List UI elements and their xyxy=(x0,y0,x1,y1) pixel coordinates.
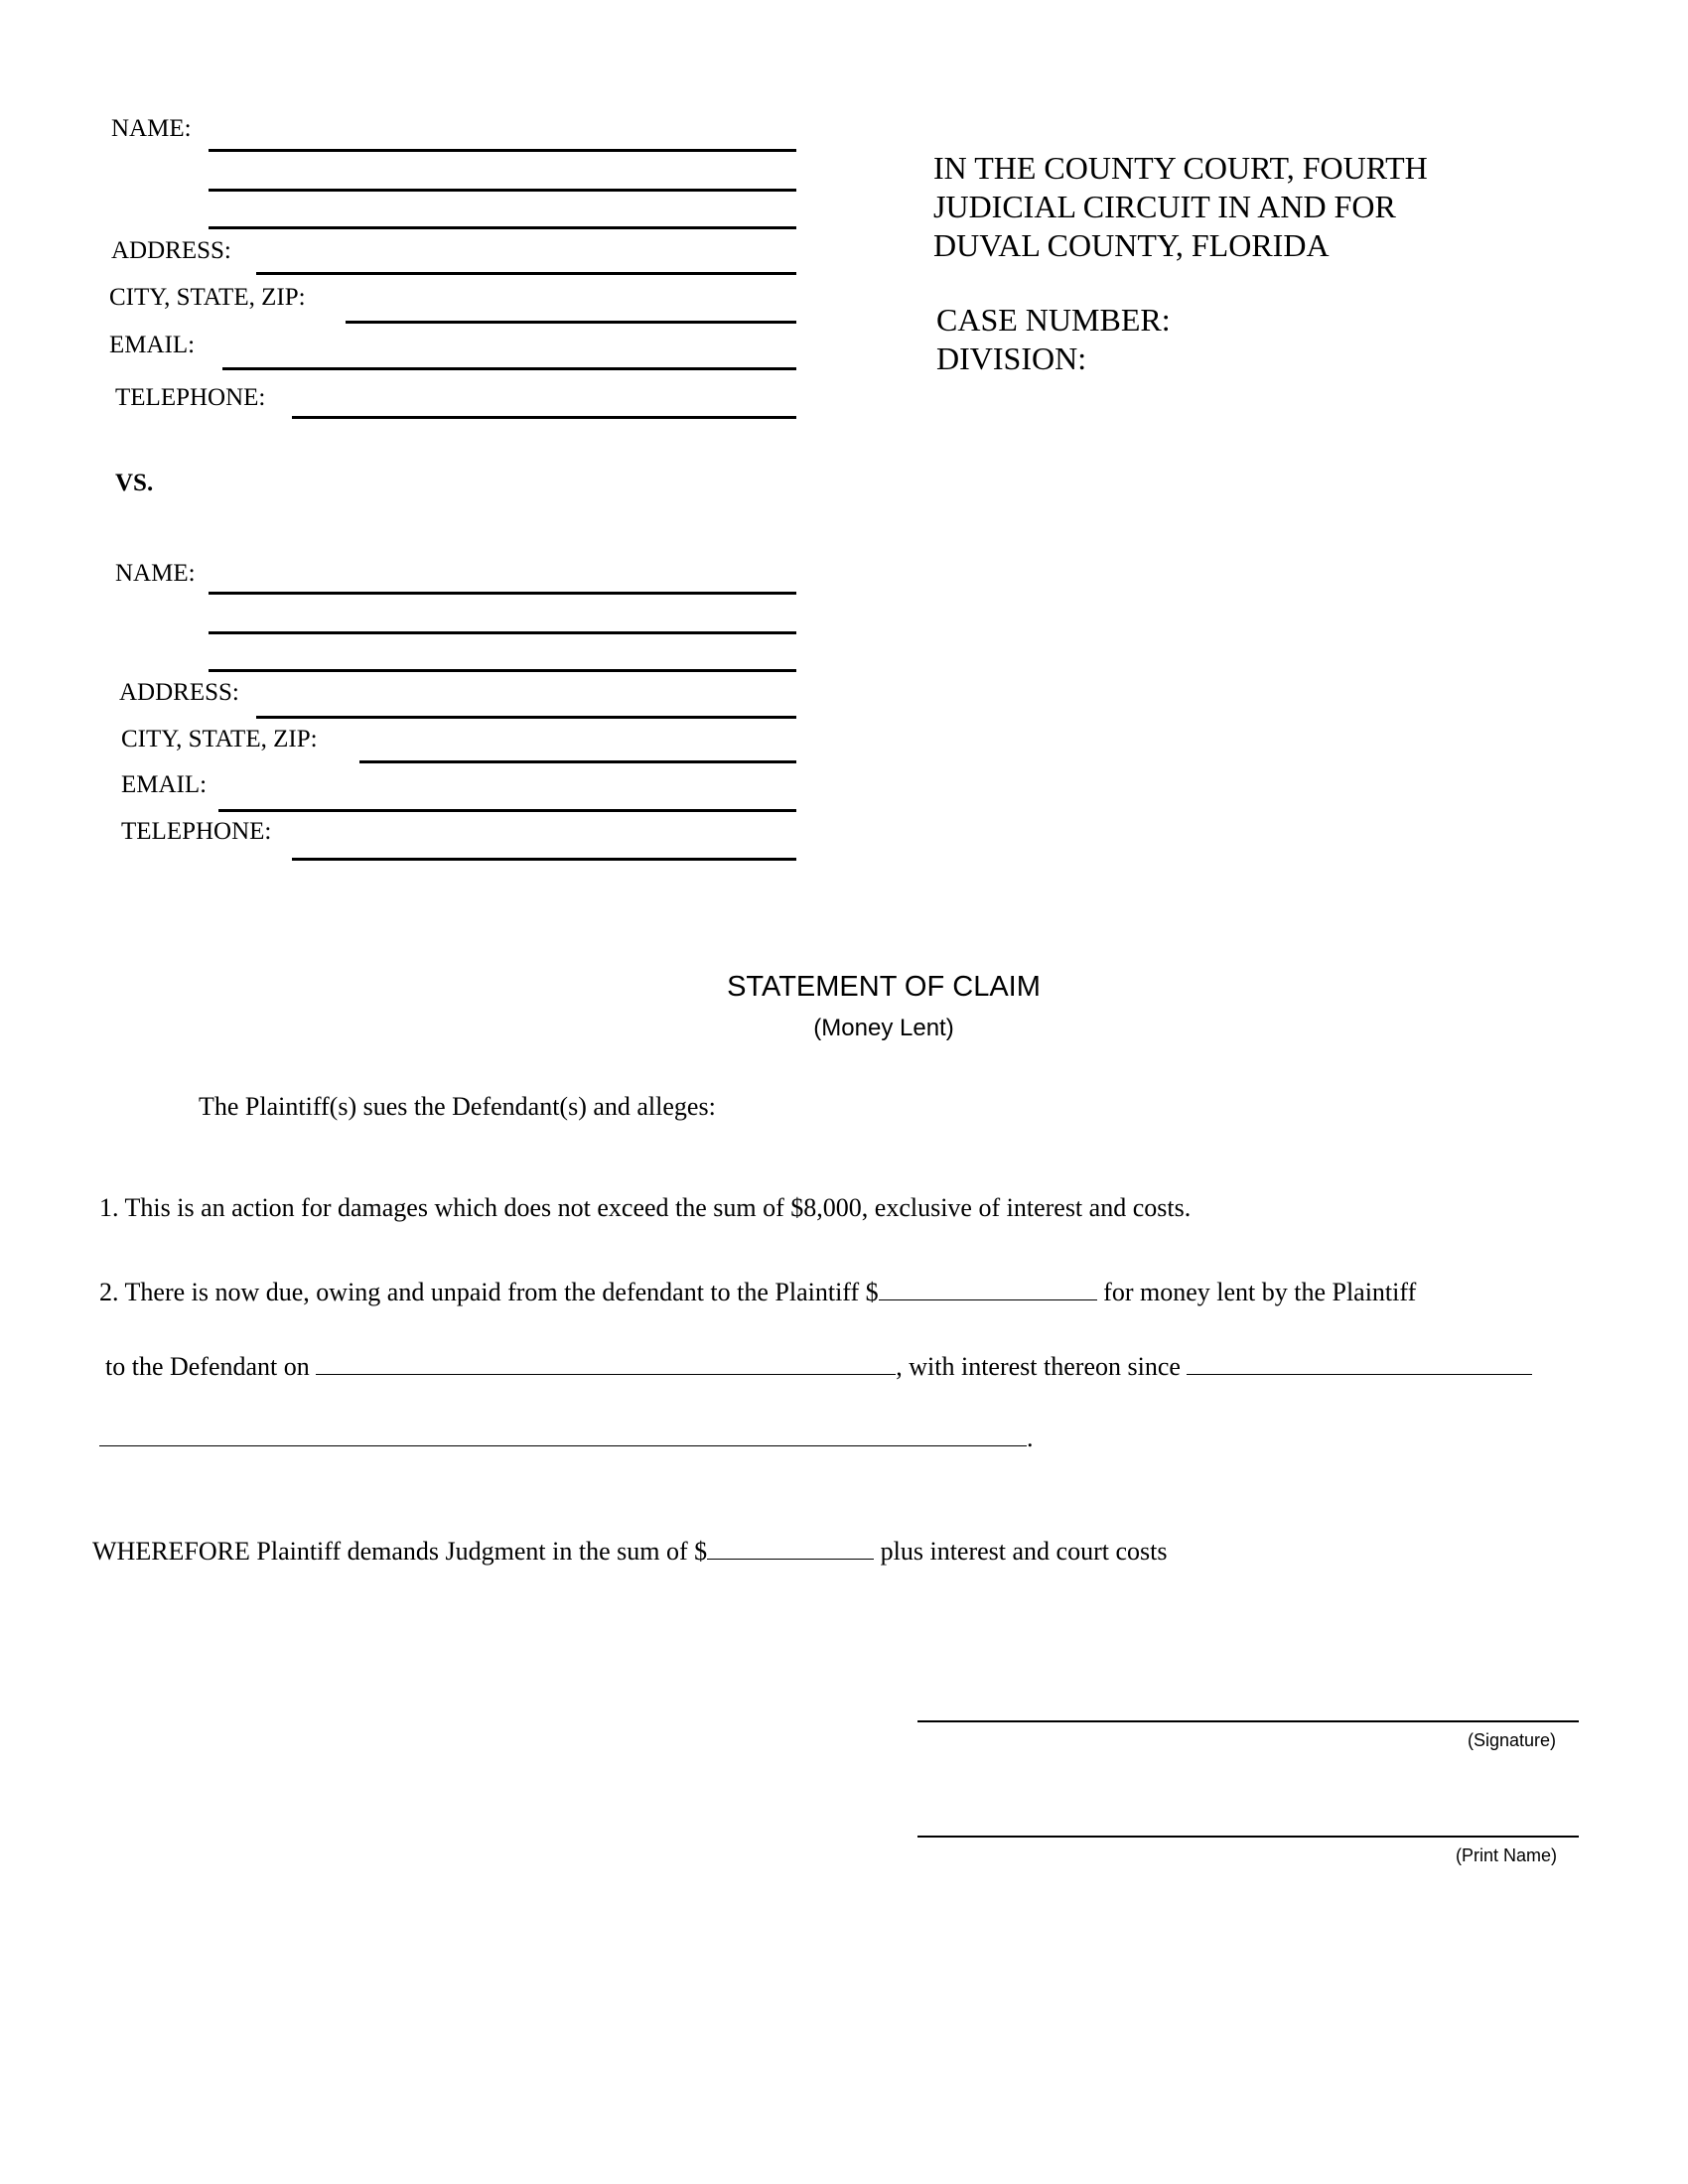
vs-label: VS. xyxy=(115,470,154,496)
signature-label: (Signature) xyxy=(1468,1730,1557,1750)
defendant-address-line[interactable] xyxy=(256,716,796,719)
plaintiff-telephone-label: TELEPHONE: xyxy=(115,384,266,411)
defendant-name-line-3[interactable] xyxy=(209,669,796,672)
judgment-amount-blank[interactable] xyxy=(707,1535,874,1560)
paragraph-2-line-1 xyxy=(99,1276,1416,1305)
loan-date-blank[interactable] xyxy=(316,1350,896,1375)
court-heading xyxy=(933,149,1428,265)
plaintiff-name-line-1[interactable] xyxy=(209,149,796,152)
para2-text-2: for money lent by the Plaintiff xyxy=(1096,1278,1417,1306)
defendant-city-label: CITY, STATE, ZIP: xyxy=(121,726,318,752)
paragraph-1: 1. This is an action for damages which does not exceed the sum of $8,000, exclusive of interest and costs. xyxy=(99,1193,1192,1222)
amount-due-blank[interactable] xyxy=(879,1276,1097,1300)
para2-text-1: 2. There is now due, owing and unpaid from the defendant to the Plaintiff $ xyxy=(99,1278,879,1306)
court-line-1: IN THE COUNTY COURT, FOURTH xyxy=(933,150,1428,186)
defendant-name-line-2[interactable] xyxy=(209,631,796,634)
wherefore-text-1: WHEREFORE Plaintiff demands Judgment in the sum of $ xyxy=(92,1537,708,1566)
plaintiff-address-line[interactable] xyxy=(256,272,796,275)
defendant-email-label: EMAIL: xyxy=(121,771,208,798)
defendant-telephone-line[interactable] xyxy=(292,858,796,861)
defendant-name-label: NAME: xyxy=(115,560,196,587)
paragraph-2-line-3 xyxy=(99,1422,1034,1451)
plaintiff-city-line[interactable] xyxy=(346,321,796,324)
defendant-email-line[interactable] xyxy=(218,809,796,812)
court-line-2: JUDICIAL CIRCUIT IN AND FOR xyxy=(933,189,1396,224)
defendant-telephone-label: TELEPHONE: xyxy=(121,818,272,845)
case-number-label: CASE NUMBER: xyxy=(936,302,1171,338)
wherefore-clause xyxy=(92,1535,1167,1565)
document-subtitle: (Money Lent) xyxy=(813,1015,954,1041)
defendant-address-label: ADDRESS: xyxy=(119,679,239,706)
print-name-label: (Print Name) xyxy=(1456,1845,1558,1865)
signature-line[interactable] xyxy=(917,1720,1579,1722)
defendant-name-line-1[interactable] xyxy=(209,592,796,595)
wherefore-text-2: plus interest and court costs xyxy=(874,1537,1168,1566)
division-label: DIVISION: xyxy=(936,341,1087,376)
court-line-3: DUVAL COUNTY, FLORIDA xyxy=(933,227,1330,263)
intro-text: The Plaintiff(s) sues the Defendant(s) and alleges: xyxy=(199,1092,716,1121)
interest-since-blank[interactable] xyxy=(1187,1350,1532,1375)
plaintiff-telephone-line[interactable] xyxy=(292,416,796,419)
paragraph-2-line-2 xyxy=(105,1350,1532,1380)
plaintiff-email-line[interactable] xyxy=(222,367,796,370)
print-name-line[interactable] xyxy=(917,1836,1579,1838)
plaintiff-name-line-3[interactable] xyxy=(209,226,796,229)
plaintiff-name-line-2[interactable] xyxy=(209,189,796,192)
plaintiff-name-label: NAME: xyxy=(111,115,192,142)
plaintiff-email-label: EMAIL: xyxy=(109,332,196,358)
defendant-city-line[interactable] xyxy=(359,760,796,763)
document-title: STATEMENT OF CLAIM xyxy=(727,971,1041,1003)
para2-text-4: , with interest thereon since xyxy=(896,1352,1188,1381)
continuation-blank[interactable] xyxy=(99,1422,1027,1446)
para2-text-5: . xyxy=(1027,1424,1034,1452)
para2-text-3: to the Defendant on xyxy=(105,1352,317,1381)
plaintiff-city-label: CITY, STATE, ZIP: xyxy=(109,284,306,311)
plaintiff-address-label: ADDRESS: xyxy=(111,237,231,264)
